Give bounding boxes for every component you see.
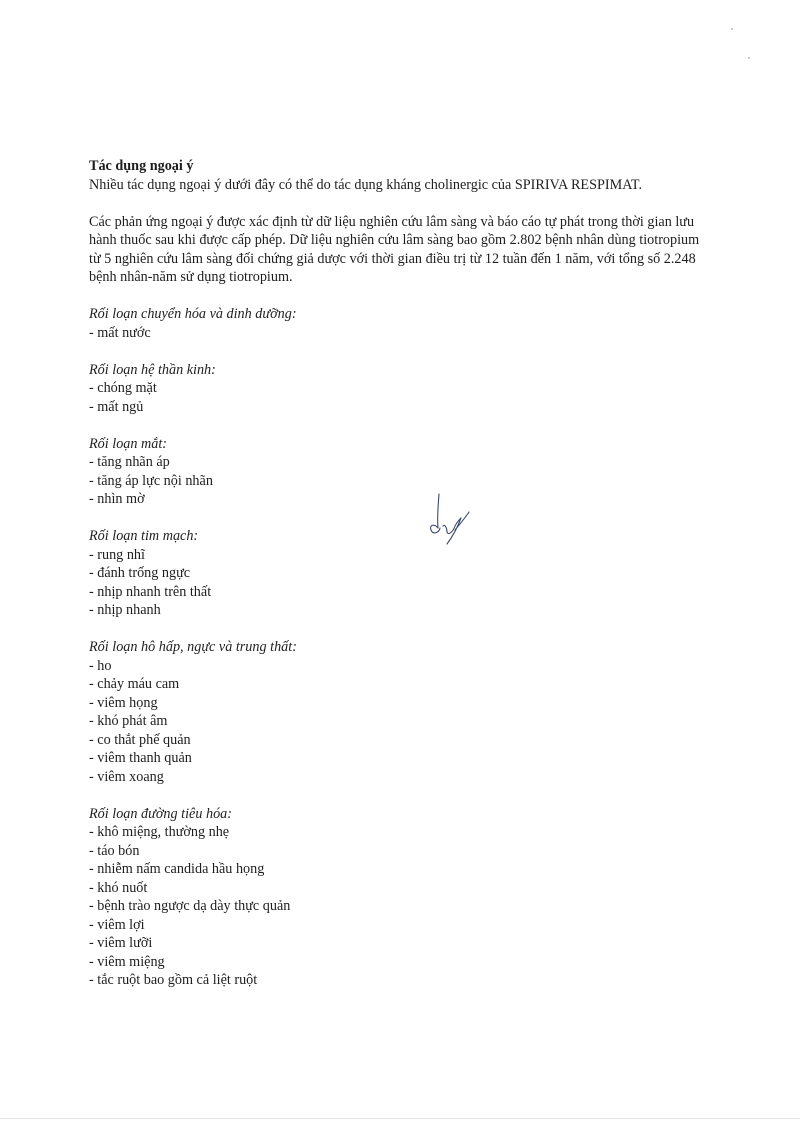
- list-item: - tăng áp lực nội nhãn: [89, 472, 213, 489]
- list-item: - táo bón: [89, 842, 140, 859]
- effect-list: [89, 546, 709, 620]
- list-item: - viêm lợi: [89, 916, 145, 933]
- list-item: - đánh trống ngực: [89, 565, 191, 581]
- effect-list: [89, 379, 709, 416]
- list-item: - mất ngủ: [89, 398, 144, 415]
- list-item: - mất nước: [89, 324, 151, 341]
- list-item: - viêm xoang: [89, 768, 164, 785]
- study-paragraph: Các phản ứng ngoại ý được xác định từ dữ liệu nghiên cứu lâm sàng và báo cáo tự phát trong thời gian lưu hành thuốc sau khi được cấp phép. Dữ liệu nghiên cứu lâm sàng bao gồm 2.802 bệnh nhân dùng tiotropium từ 5 nghiên cứu lâm sàng đối chứng giả dược với thời gian điều trị từ 12 tuần đến 1 năm, với tổng số 2.248 bệnh nhân-năm sử dụng tiotropium.: [89, 213, 700, 285]
- list-item: - rung nhĩ: [89, 546, 145, 563]
- effect-list: [89, 324, 709, 343]
- list-item: - khô miệng, thường nhẹ: [89, 824, 230, 840]
- list-item: - viêm miệng: [89, 953, 165, 970]
- section-title: Rối loạn mắt:: [89, 435, 168, 452]
- list-item: - nhịp nhanh trên thất: [89, 583, 212, 600]
- list-item: - tắc ruột bao gồm cả liệt ruột: [89, 972, 258, 988]
- signature-icon: [425, 488, 473, 548]
- list-item: - viêm lưỡi: [89, 935, 153, 951]
- list-item: - tăng nhãn áp: [89, 454, 170, 470]
- document-body: [89, 157, 709, 990]
- section-heading: Tác dụng ngoại ý: [89, 158, 194, 174]
- list-item: - nhìn mờ: [89, 491, 145, 507]
- section-title: Rối loạn tim mạch:: [89, 528, 199, 544]
- list-item: - khó nuốt: [89, 879, 148, 896]
- list-item: - co thắt phế quản: [89, 731, 191, 748]
- list-item: - chảy máu cam: [89, 676, 180, 692]
- effect-list: [89, 823, 709, 990]
- page-edge-line: [0, 1118, 800, 1119]
- list-item: - bệnh trào ngược dạ dày thực quản: [89, 898, 291, 914]
- list-item: - nhịp nhanh: [89, 602, 161, 618]
- scan-speck: [731, 28, 733, 30]
- list-item: - khó phát âm: [89, 713, 168, 729]
- list-item: - viêm họng: [89, 694, 158, 711]
- intro-text: Nhiều tác dụng ngoại ý dưới đây có thể do tác dụng kháng cholinergic của SPIRIVA RESPIMAT.: [89, 176, 643, 193]
- list-item: - ho: [89, 657, 112, 674]
- list-item: - chóng mặt: [89, 380, 157, 396]
- section-title: Rối loạn chuyển hóa và dinh dưỡng:: [89, 306, 297, 322]
- effect-list: [89, 657, 709, 787]
- section-title: Rối loạn đường tiêu hóa:: [89, 805, 232, 822]
- list-item: - nhiễm nấm candida hầu họng: [89, 861, 265, 877]
- scan-speck: [748, 57, 750, 59]
- list-item: - viêm thanh quản: [89, 750, 192, 766]
- adverse-effect-sections: [89, 287, 709, 990]
- effect-list: [89, 453, 709, 509]
- section-title: Rối loạn hệ thần kinh:: [89, 361, 216, 378]
- section-title: Rối loạn hô hấp, ngực và trung thất:: [89, 639, 297, 655]
